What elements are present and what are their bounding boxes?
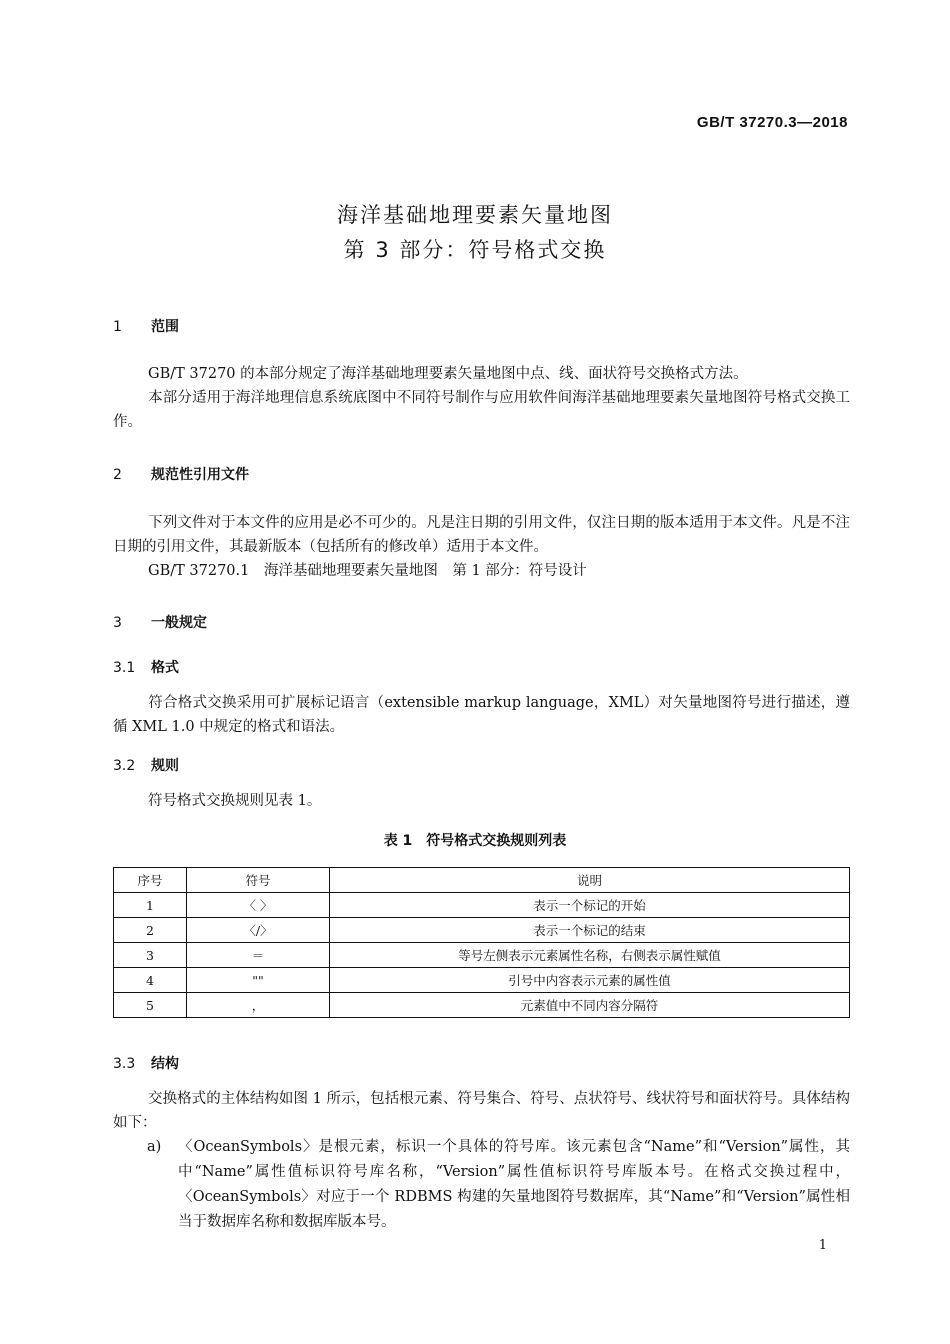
section-1-heading: [113, 316, 179, 336]
section-title: 规则: [151, 758, 179, 774]
table-caption: 表 1 符号格式交换规则列表: [383, 833, 567, 849]
table-cell: 等号左侧表示元素属性名称，右侧表示属性赋值: [330, 943, 850, 968]
table-row: [114, 893, 850, 918]
table-cell: 表示一个标记的结束: [330, 918, 850, 943]
section-number: 2: [113, 467, 122, 483]
table-cell: 5: [114, 993, 187, 1018]
column-header: 符号: [187, 868, 330, 893]
table-row: [114, 968, 850, 993]
table-row: [114, 918, 850, 943]
column-header: 说明: [330, 868, 850, 893]
list-text: 〈OceanSymbols〉是根元素，标识一个具体的符号库。该元素包含“Name”和“Version”属性，其中“Name”属性值标识符号库名称，“Version”属性值标识符号库版本号。在格式交换过程中，〈OceanSymbols〉对应于一个 RDBMS 构建的矢量地图符号数据库，其“Name”和“Version”属性相当于数据库名称和数据库版本号。: [178, 1139, 850, 1230]
section-3-heading: [113, 612, 207, 632]
table-cell: ＝: [187, 943, 330, 968]
section-title: 结构: [151, 1056, 179, 1072]
table-cell: 〈/〉: [187, 918, 330, 943]
section-3-2-heading: [113, 755, 179, 775]
section-3-1-heading: [113, 657, 179, 677]
section-number: 3.2: [113, 758, 136, 774]
table-row: [114, 943, 850, 968]
table-cell: 〈 〉: [187, 893, 330, 918]
standard-code: GB/T 37270.3—2018: [696, 114, 848, 131]
table-cell: "": [187, 968, 330, 993]
table-cell: ，: [187, 993, 330, 1018]
table-cell: 表示一个标记的开始: [330, 893, 850, 918]
paragraph: 符号格式交换规则见表 1。: [148, 793, 322, 809]
page-number: 1: [818, 1238, 827, 1253]
section-number: 1: [113, 319, 122, 335]
section-title: 格式: [151, 660, 179, 676]
paragraph: GB/T 37270 的本部分规定了海洋基础地理要素矢量地图中点、线、面状符号交换格式方法。: [148, 366, 748, 382]
section-number: 3: [113, 615, 122, 631]
table-cell: 3: [114, 943, 187, 968]
paragraph: 本部分适用于海洋地理信息系统底图中不同符号制作与应用软件间海洋基础地理要素矢量地图符号格式交换工作。: [113, 390, 850, 430]
list-item: [147, 1135, 850, 1235]
paragraph: 交换格式的主体结构如图 1 所示，包括根元素、符号集合、符号、点状符号、线状符号和面状符号。具体结构如下：: [113, 1091, 850, 1131]
normative-reference: GB/T 37270.1 海洋基础地理要素矢量地图 第 1 部分：符号设计: [148, 563, 587, 579]
section-number: 3.3: [113, 1056, 136, 1072]
table-cell: 2: [114, 918, 187, 943]
section-title: 一般规定: [151, 615, 207, 631]
table-cell: 1: [114, 893, 187, 918]
table-cell: 元素值中不同内容分隔符: [330, 993, 850, 1018]
section-3-3-heading: [113, 1053, 179, 1073]
list-label: a): [147, 1139, 162, 1155]
paragraph: 符合格式交换采用可扩展标记语言（extensible markup language，XML）对矢量地图符号进行描述，遵循 XML 1.0 中规定的格式和语法。: [113, 695, 850, 735]
rules-table: [113, 867, 850, 1018]
section-title: 范围: [151, 319, 179, 335]
table-header-row: [114, 868, 850, 893]
table-row: [114, 993, 850, 1018]
table-cell: 4: [114, 968, 187, 993]
section-2-heading: [113, 464, 249, 484]
section-title: 规范性引用文件: [151, 467, 249, 483]
document-title-line2: 第 3 部分：符号格式交换: [343, 238, 607, 262]
paragraph: 下列文件对于本文件的应用是必不可少的。凡是注日期的引用文件，仅注日期的版本适用于本文件。凡是不注日期的引用文件，其最新版本（包括所有的修改单）适用于本文件。: [113, 515, 850, 555]
column-header: 序号: [114, 868, 187, 893]
document-title-line1: 海洋基础地理要素矢量地图: [337, 203, 613, 227]
table-cell: 引号中内容表示元素的属性值: [330, 968, 850, 993]
section-number: 3.1: [113, 660, 136, 676]
